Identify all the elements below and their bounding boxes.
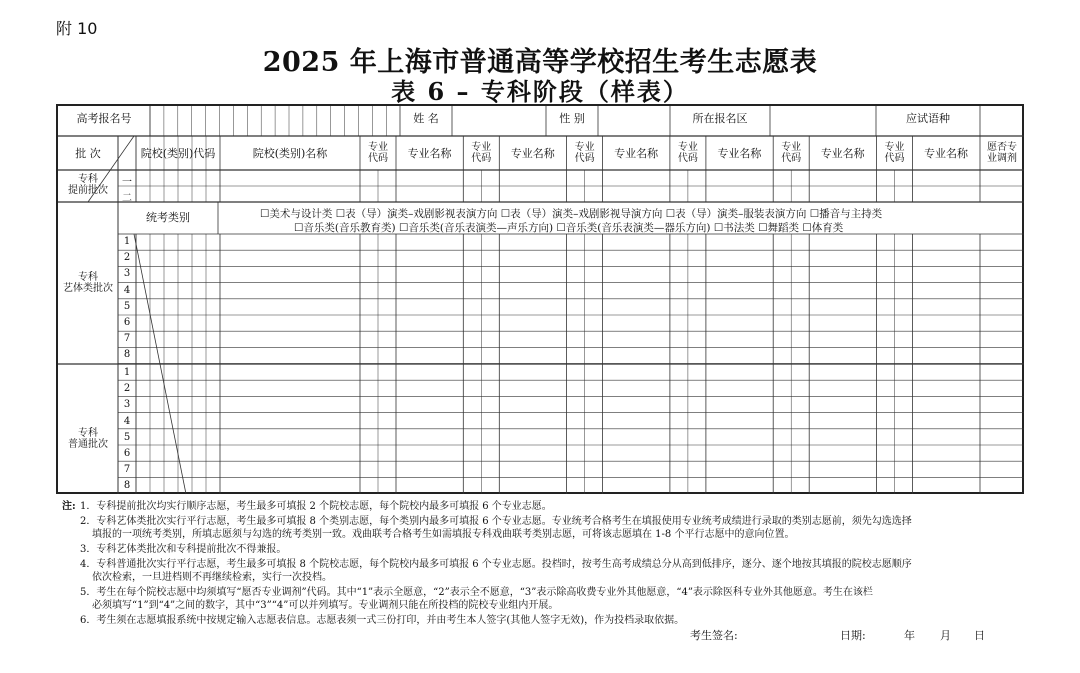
row-number: 8 (123, 480, 131, 492)
advance-batch-label: 专科 提前批次 (68, 174, 108, 196)
adjust-column-header: 愿否专 业调剂 (987, 142, 1017, 164)
row-number: 1 (123, 367, 131, 378)
major-name-column-header: 专业名称 (924, 147, 968, 160)
advance-row-number: 一 (122, 177, 132, 188)
major-code-column-header: 专业 代码 (677, 142, 698, 164)
district-label: 所在报名区 (692, 112, 748, 125)
regular-batch-label: 专科 普通批次 (68, 428, 108, 450)
table-grid-lines (58, 106, 1026, 496)
note-item: 5．考生在每个院校志愿中均须填写“愿否专业调剂”代码。其中“1”表示全愿意，“2”表示全不愿意，“3”表示除高收费专业外其他愿意，“4”表示除医科专业外其他愿意。考生在该栏 (80, 587, 873, 598)
major-code-column-header: 专业 代码 (368, 142, 388, 164)
note-item: 4．专科普通批次实行平行志愿，考生最多可填报 8 个院校志愿，每个院校内最多可填报 6 个专业志愿。投档时，按考生高考成绩总分从高到低排序，逐分、逐个地按其填报的院校志愿顺序 (80, 559, 912, 570)
note-item: 填报的一项统考类别，所填志愿须与勾选的统考类别一致。戏曲联考合格考生如需填报专科戏曲联考类别志愿，可将该志愿填在 1-8 个平行志愿中的意向位置。 (92, 529, 795, 540)
school-code-column-header: 院校(类别)代码 (140, 147, 216, 160)
page-subtitle: 表 6 – 专科阶段（样表） (391, 77, 689, 106)
page-title: 2025 年上海市普通高等学校招生考生志愿表 (262, 47, 818, 78)
row-number: 4 (123, 284, 131, 296)
date-day-label: 日 (974, 629, 985, 642)
row-number: 4 (123, 415, 131, 427)
major-name-column-header: 专业名称 (820, 147, 865, 160)
application-form-table (56, 104, 1024, 494)
major-code-column-header: 专业 代码 (884, 142, 905, 164)
major-code-column-header: 专业 代码 (471, 142, 492, 164)
note-item: 2．专科艺体类批次实行平行志愿，考生最多可填报 8 个类别志愿，每个类别内最多可填报 6 个专业志愿。专业统考合格考生在填报使用专业统考成绩进行录取的类别志愿前，须先勾选选择 (80, 516, 912, 527)
major-code-column-header: 专业 代码 (574, 142, 595, 164)
date-label: 日期: (840, 629, 866, 642)
language-label: 应试语种 (906, 112, 950, 125)
row-number: 8 (123, 349, 131, 361)
school-name-column-header: 院校(类别)名称 (252, 147, 328, 160)
note-item: 3．专科艺体类批次和专科提前批次不得兼报。 (80, 544, 287, 555)
note-item: 1．专科提前批次均实行顺序志愿，考生最多可填报 2 个院校志愿，每个院校内最多可填报 6 个专业志愿。 (80, 501, 552, 512)
note-item: 6．考生须在志愿填报系统中按规定输入志愿表信息。志愿表须一式三份打印，并由考生本人签字(其他人签字无效)，作为投档录取依据。 (80, 615, 685, 626)
row-number: 7 (123, 333, 131, 345)
arts-category-options[interactable]: ☐音乐类(音乐教育类) ☐音乐类(音乐表演类—声乐方向) ☐音乐类(音乐表演类—器乐方向) ☐书法类 ☐舞蹈类 ☐体育类 (294, 222, 844, 234)
row-number: 6 (123, 448, 131, 459)
major-name-column-header: 专业名称 (510, 147, 555, 160)
row-number: 3 (123, 399, 131, 411)
note-item: 必须填写“1”到“4”之间的数字，其中“3”“4”可以并列填写。专业调剂只能在所投档的院校专业组内开展。 (92, 600, 559, 611)
row-number: 6 (123, 317, 131, 328)
appendix-label: 附 10 (56, 19, 98, 38)
row-number: 5 (123, 431, 131, 443)
exam-id-label: 高考报名号 (76, 112, 132, 125)
name-label: 姓 名 (413, 112, 439, 125)
row-number: 5 (123, 300, 131, 312)
row-number: 3 (123, 268, 131, 280)
batch-column-header: 批 次 (75, 147, 101, 160)
row-number: 2 (123, 383, 131, 395)
major-name-column-header: 专业名称 (717, 147, 762, 160)
note-item: 依次检索，一旦进档则不再继续检索，实行一次投档。 (92, 572, 332, 583)
arts-category-options[interactable]: ☐美术与设计类 ☐表（导）演类–戏剧影视表演方向 ☐表（导）演类–戏剧影视导演方向 ☐表（导）演类–服装表演方向 ☐播音与主持类 (260, 208, 883, 220)
row-number: 2 (123, 252, 131, 264)
gender-label: 性 别 (559, 112, 585, 125)
major-name-column-header: 专业名称 (407, 147, 452, 160)
notes-prefix: 注: (62, 501, 76, 512)
row-number: 1 (123, 236, 131, 247)
row-number: 7 (123, 464, 131, 476)
student-signature-label: 考生签名: (690, 629, 738, 642)
major-name-column-header: 专业名称 (614, 147, 659, 160)
major-code-column-header: 专业 代码 (781, 142, 802, 164)
date-year-label: 年 (904, 629, 915, 642)
date-month-label: 月 (940, 629, 951, 642)
advance-row-number: 二 (122, 193, 132, 204)
arts-batch-label: 专科 艺体类批次 (63, 272, 113, 294)
arts-category-label: 统考类别 (146, 211, 190, 224)
